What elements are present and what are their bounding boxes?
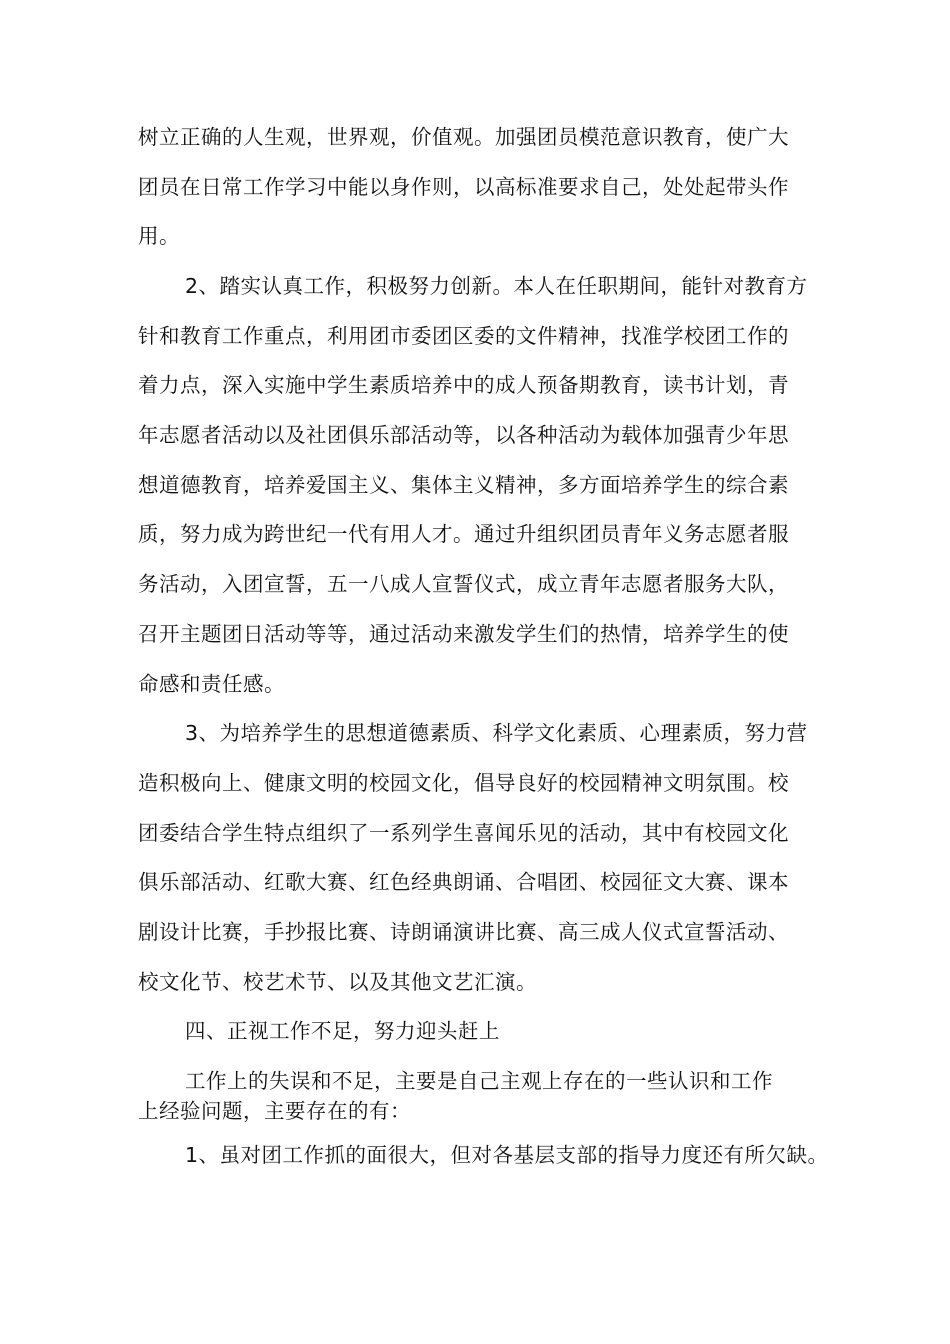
text-line: 想道德教育，培养爱国主义、集体主义精神，多方面培养学生的综合素 (138, 473, 789, 497)
text-line: 命感和责任感。 (138, 672, 285, 696)
text-line: 剧设计比赛，手抄报比赛、诗朗诵演讲比赛、高三成人仪式宣誓活动、 (138, 920, 789, 944)
section-heading: 四、正视工作不足，努力迎头赶上 (185, 1019, 500, 1043)
text-line: 务活动，入团宣誓，五一八成人宣誓仪式，成立青年志愿者服务大队， (138, 572, 789, 596)
text-line: 造积极向上、健康文明的校园文化，倡导良好的校园精神文明氛围。校 (138, 771, 789, 795)
text-line: 召开主题团日活动等等，通过活动来激发学生们的热情，培养学生的使 (138, 622, 789, 646)
text-line: 针和教育工作重点，利用团市委团区委的文件精神，找准学校团工作的 (138, 324, 789, 348)
text-line: 3、为培养学生的思想道德素质、科学文化素质、心理素质，努力营 (185, 721, 808, 745)
text-line: 团员在日常工作学习中能以身作则，以高标准要求自己，处处起带头作 (138, 175, 789, 199)
text-line: 校文化节、校艺术节、以及其他文艺汇演。 (138, 970, 537, 994)
text-line: 着力点，深入实施中学生素质培养中的成人预备期教育，读书计划，青 (138, 373, 789, 397)
text-line: 2、踏实认真工作，积极努力创新。本人在任职期间，能针对教育方 (185, 274, 808, 298)
text-line: 年志愿者活动以及社团俱乐部活动等，以各种活动为载体加强青少年思 (138, 423, 789, 447)
text-line: 质，努力成为跨世纪一代有用人才。通过升组织团员青年义务志愿者服 (138, 522, 789, 546)
text-line: 工作上的失误和不足，主要是自己主观上存在的一些认识和工作 (185, 1069, 773, 1093)
text-line: 树立正确的人生观，世界观，价值观。加强团员模范意识教育，使广大 (138, 125, 789, 149)
text-line: 团委结合学生特点组织了一系列学生喜闻乐见的活动，其中有校园文化 (138, 821, 789, 845)
text-line: 用。 (138, 224, 180, 248)
text-line: 俱乐部活动、红歌大赛、红色经典朗诵、合唱团、校园征文大赛、课本 (138, 870, 789, 894)
text-line: 1、虽对团工作抓的面很大，但对各基层支部的指导力度还有所欠缺。 (185, 1143, 829, 1167)
text-line: 上经验问题，主要存在的有： (138, 1099, 411, 1123)
